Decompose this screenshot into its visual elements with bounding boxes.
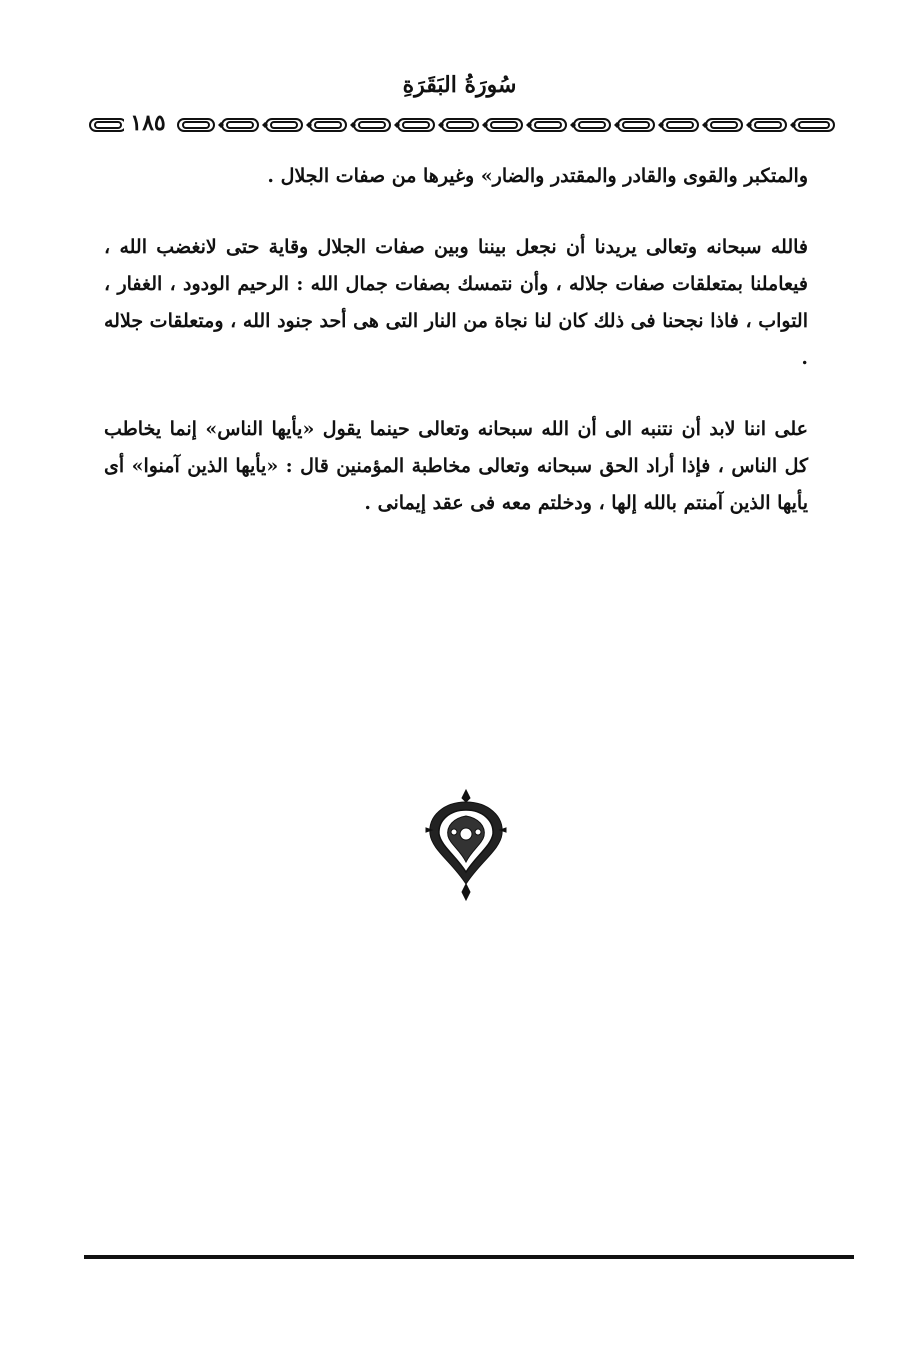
paragraph: فالله سبحانه وتعالى يريدنا أن نجعل بيننا وبين صفات الجلال وقاية حتى لانغضب الله ، فيعاملنا بمتعلقات صفات جلاله ، وأن نتمسك بصفات جمال الله : الرحيم الودود ، الغفار ، التواب ، فاذا نجحنا فى ذلك كان لنا نجاة من النار التى هى أحد جنود الله ، ومتعلقات جلاله .: [104, 236, 808, 369]
paragraph: على اننا لابد أن نتنبه الى أن الله سبحانه وتعالى حينما يقول «يأيها الناس» إنما يخاطب كل الناس ، فإذا أراد الحق سبحانه وتعالى مخاطبة المؤمنين قال : «يأيها الذين آمنوا» أى يأيها الذين آمنتم بالله إلها ، ودخلتم معه فى عقد إيمانى .: [104, 418, 808, 514]
surah-title: سُورَةُ البَقَرَةِ: [402, 72, 517, 98]
chain-border-icon: [88, 114, 840, 136]
paragraph: والمتكبر والقوى والقادر والمقتدر والضار» وغيرها من صفات الجلال .: [267, 165, 808, 187]
main-text: [104, 158, 808, 522]
page-number: ١٨٥: [124, 108, 172, 138]
header-border: [88, 110, 840, 136]
footer-rule: [84, 1255, 854, 1259]
arabesque-ornament-icon: [424, 788, 508, 902]
